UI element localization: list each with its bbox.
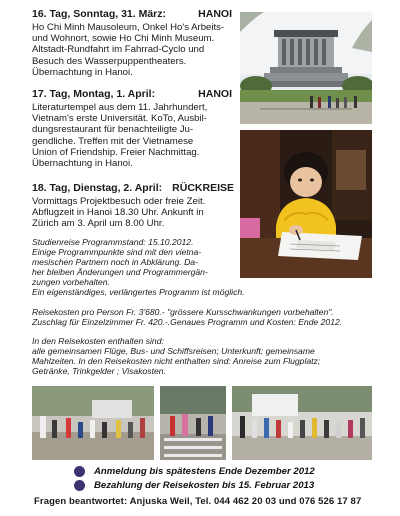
- notes-line: Studienreise Programmstand: 15.10.2012.: [32, 237, 194, 247]
- day17-line: Vietnam's erste Universität. KoTo, Ausbil-: [32, 113, 207, 125]
- included-line: alle gemeinsamen Flüge, Bus- und Schiffsreisen; Unterkunft; gemeinsame: [32, 346, 315, 357]
- schoolchildren-street-photo: [232, 386, 372, 460]
- day18-line: Vormittags Projektbesuch oder freie Zeit.: [32, 196, 206, 207]
- bullet-icon: [74, 480, 85, 491]
- day18-description: [32, 196, 234, 230]
- bullet-icon: [74, 466, 85, 477]
- costs-line: Zuschlag für Einzelzimmer Fr. 420.-.Genaues Programm und Kosten: Ende 2012.: [32, 317, 343, 328]
- day17-destination: HANOI: [198, 88, 232, 100]
- notes-line: mesischen Partnern noch in Abklärung. Da-: [32, 257, 198, 268]
- payment-deadline-text: Bezahlung der Reisekosten bis 15. Februar 2013: [94, 480, 315, 491]
- mausoleum-photo: [240, 12, 372, 124]
- child-writing-photo: [240, 130, 372, 278]
- day17-description: [32, 102, 232, 169]
- day17-line: Union of Friendship. Freier Nachmittag.: [32, 146, 200, 158]
- day16-line: Ho Chi Minh Mausoleum, Onkel Ho's Arbeits-: [32, 22, 225, 33]
- day18-title-text: 18. Tag, Dienstag, 2. April:: [32, 182, 163, 194]
- day17-line: Übernachtung in Hanoi.: [32, 158, 133, 170]
- street-crossing-photo-svg: [160, 386, 226, 460]
- day16-section: [32, 8, 232, 78]
- day16-title-text: 16. Tag, Sonntag, 31. März:: [32, 8, 166, 20]
- day17-line: gendliche. Treffen mit der Vietnamese: [32, 135, 194, 147]
- day17-title: [32, 88, 232, 101]
- day18-line: Abflugzeit in Hanoi 18.30 Uhr. Ankunft in: [32, 207, 204, 219]
- included-line: In den Reisekosten enthalten sind:: [32, 336, 164, 346]
- day18-destination: RÜCKREISE: [172, 182, 234, 194]
- registration-deadline: [94, 466, 315, 477]
- day16-line: Altstadt-Rundfahrt im Fahrrad-Cyclo und: [32, 44, 205, 56]
- schoolchildren-street-photo-svg: [232, 386, 372, 460]
- day18-line: Zürich am 3. April um 8.00 Uhr.: [32, 218, 165, 230]
- included-section: [32, 336, 372, 376]
- costs-line: Reisekosten pro Person Fr. 3'680.- "grössere Kursschwankungen vorbehalten".: [32, 307, 334, 317]
- day16-description: [32, 22, 232, 78]
- registration-deadline-text: Anmeldung bis spätestens Ende Dezember 2012: [94, 466, 315, 477]
- street-crossing-photo: [160, 386, 226, 460]
- notes-line: her bleiben Änderungen und Programmergän-: [32, 267, 208, 278]
- included-line: Getränke, Trinkgelder ; Visakosten.: [32, 366, 166, 377]
- notes-line: zungen vorbehalten.: [32, 277, 110, 288]
- notes-line: Ein eigenständiges, verlängertes Programm ist möglich.: [32, 287, 245, 298]
- child-writing-photo-svg: [240, 130, 372, 278]
- day17-line: Literaturtempel aus dem 11. Jahrhundert,: [32, 102, 208, 113]
- day17-section: [32, 88, 232, 169]
- notes-line: Einige Programmpunkte sind mit den vietna-: [32, 247, 202, 258]
- day17-line: dungsrestaurant für benachteiligte Ju-: [32, 124, 194, 136]
- day16-title: [32, 8, 232, 21]
- payment-deadline: [94, 480, 314, 491]
- contact-line: Fragen beantwortet: Anjuska Weil, Tel. 044 462 20 03 und 076 526 17 87: [34, 496, 362, 507]
- day16-destination: HANOI: [198, 8, 232, 20]
- day16-line: Übernachtung in Hanoi.: [32, 66, 133, 78]
- included-line: Mahlzeiten. In den Reisekosten nicht enthalten sind: Anreise zum Flugplatz;: [32, 356, 321, 367]
- costs-section: [32, 307, 372, 327]
- program-notes: [32, 237, 244, 298]
- day17-title-text: 17. Tag, Montag, 1. April:: [32, 88, 156, 100]
- mausoleum-photo-svg: [240, 12, 372, 124]
- day16-line: und Wohnort, sowie Ho Chi Minh Museum.: [32, 33, 215, 45]
- children-outside-photo-svg: [32, 386, 154, 460]
- children-outside-photo: [32, 386, 154, 460]
- day16-line: Besuch des Wasserpuppentheaters.: [32, 55, 187, 67]
- day18-title: [32, 182, 234, 195]
- day18-section: [32, 182, 234, 230]
